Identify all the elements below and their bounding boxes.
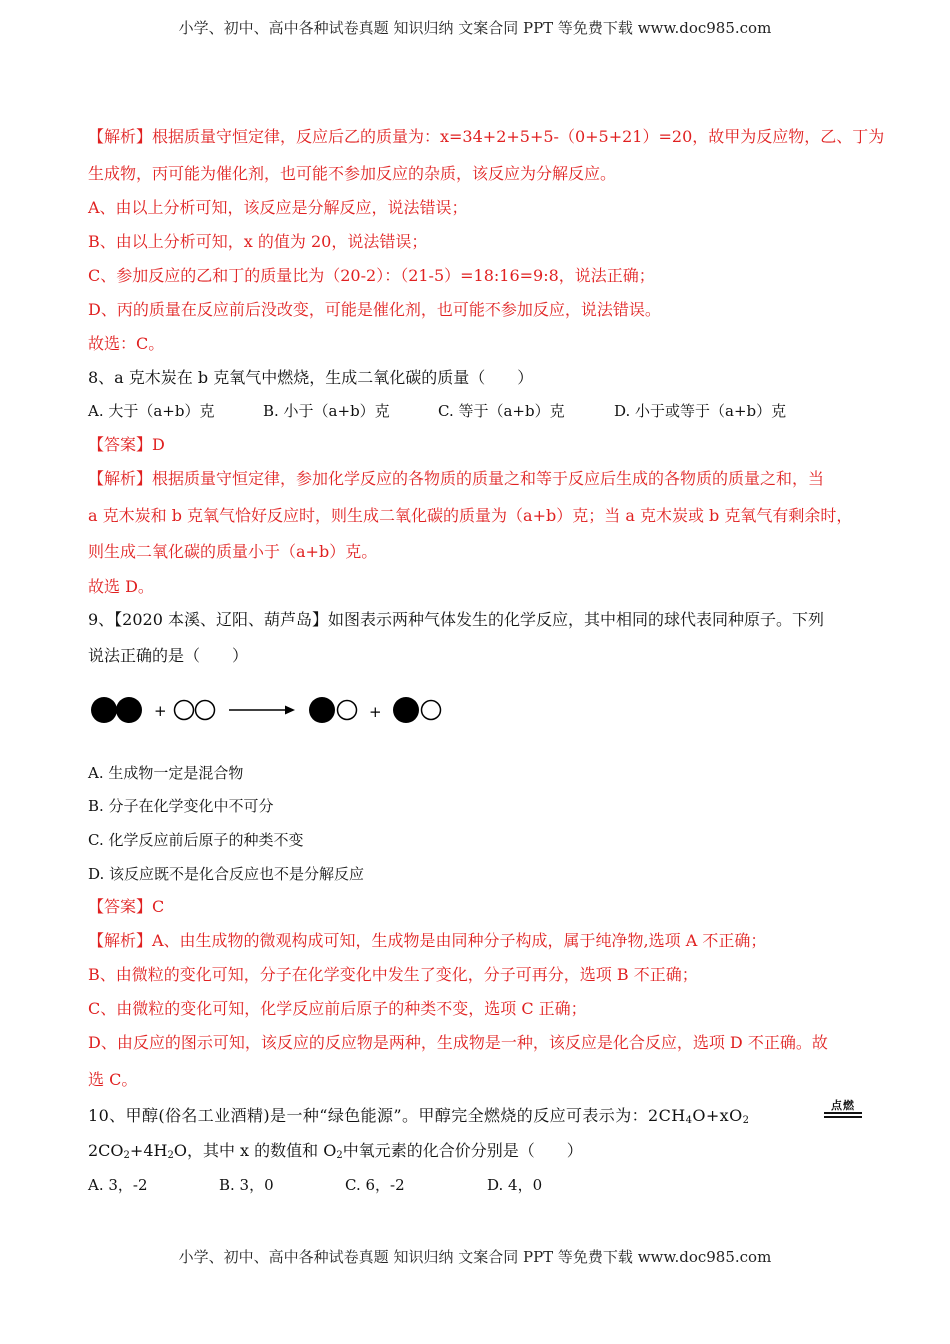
q10-stem-part: 10、甲醇(俗名工业酒精)是一种“绿色能源”。甲醇完全燃烧的反应可表示为：2CH xyxy=(88,1106,686,1125)
q9-answer: 【答案】C xyxy=(88,897,165,916)
q10-stem-line-2 xyxy=(88,1140,583,1167)
q10-option-a: A. 3，-2 xyxy=(88,1176,148,1194)
q10-subscript: 2 xyxy=(742,1115,750,1126)
q7-analysis-line-1: 【解析】根据质量守恒定律，反应后乙的质量为：x=34+2+5+5-（0+5+21）=20，故甲为反应物，乙、丁为 xyxy=(88,127,885,146)
q7-analysis-line-2: 生成物，丙可能为催化剂，也可能不参加反应的杂质，该反应为分解反应。 xyxy=(88,164,617,183)
q8-option-b: B. 小于（a+b）克 xyxy=(263,402,390,420)
page-footer: 小学、初中、高中各种试卷真题 知识归纳 文案合同 PPT 等免费下载 www.doc985.com xyxy=(178,1248,772,1266)
reaction-diagram xyxy=(88,690,468,730)
product-molecule-2 xyxy=(393,697,441,723)
q9-analysis-line-1: 【解析】A、由生成物的微观构成可知，生成物是由同种分子构成，属于纯净物,选项 A 不正确； xyxy=(88,931,767,950)
q10-stem-part: O，其中 x 的数值和 O xyxy=(173,1141,337,1160)
q7-option-c-analysis: C、参加反应的乙和丁的质量比为（20-2）：（21-5）=18:16=9:8，说法正确； xyxy=(88,266,655,285)
q8-answer: 【答案】D xyxy=(88,435,165,454)
q9-analysis-line-5: 选 C。 xyxy=(88,1070,138,1089)
q8-analysis-line-3: 则生成二氧化碳的质量小于（a+b）克。 xyxy=(88,542,378,561)
q10-subscript: 2 xyxy=(336,1150,343,1161)
q8-options xyxy=(88,400,786,422)
reactant-molecule-black xyxy=(91,697,142,723)
q8-analysis-line-2: a 克木炭和 b 克氧气恰好反应时，则生成二氧化碳的质量为（a+b）克；当 a 克木炭或 b 克氧气有剩余时， xyxy=(88,506,853,525)
q10-option-c: C. 6，-2 xyxy=(345,1176,405,1194)
q10-stem-part: +4H xyxy=(129,1141,168,1160)
q10-subscript: 2 xyxy=(123,1150,130,1161)
q9-analysis-line-2: B、由微粒的变化可知，分子在化学变化中发生了变化，分子可再分，选项 B 不正确； xyxy=(88,965,698,984)
ignite-label: 点燃 xyxy=(831,1099,855,1112)
q9-stem-line-1: 9、【2020 本溪、辽阳、葫芦岛】如图表示两种气体发生的化学反应，其中相同的球代表同种原子。下列 xyxy=(88,610,824,629)
q9-analysis-line-3: C、由微粒的变化可知，化学反应前后原子的种类不变，选项 C 正确； xyxy=(88,999,587,1018)
q9-stem-line-2: 说法正确的是（ ） xyxy=(88,646,249,665)
q10-stem-line-1 xyxy=(88,1105,749,1132)
q10-stem-part: O+xO xyxy=(692,1106,743,1125)
q8-final-choice: 故选 D。 xyxy=(88,577,154,596)
reaction-arrow xyxy=(229,706,295,715)
q7-option-a-analysis: A、由以上分析可知，该反应是分解反应，说法错误； xyxy=(88,198,468,217)
q9-option-c: C. 化学反应前后原子的种类不变 xyxy=(88,831,304,849)
q10-option-b: B. 3，0 xyxy=(219,1176,274,1194)
q9-analysis-line-4: D、由反应的图示可知，该反应的反应物是两种，生成物是一种，该反应是化合反应，选项 D 不正确。故 xyxy=(88,1033,828,1052)
q9-option-a: A. 生成物一定是混合物 xyxy=(88,764,244,782)
q9-option-d: D. 该反应既不是化合反应也不是分解反应 xyxy=(88,865,365,883)
equals-bar-bottom xyxy=(824,1116,862,1118)
product-molecule-1 xyxy=(309,697,357,723)
q9-option-b: B. 分子在化学变化中不可分 xyxy=(88,797,274,815)
q7-option-b-analysis: B、由以上分析可知，x 的值为 20，说法错误； xyxy=(88,232,428,251)
plus-sign-2: + xyxy=(369,703,382,721)
q8-option-a: A. 大于（a+b）克 xyxy=(88,402,215,420)
q8-stem: 8、a 克木炭在 b 克氧气中燃烧，生成二氧化碳的质量（ ） xyxy=(88,368,534,387)
q8-option-d: D. 小于或等于（a+b）克 xyxy=(614,402,787,420)
plus-sign-1: + xyxy=(154,702,167,720)
q10-stem-part: 2CO xyxy=(88,1141,124,1160)
q7-option-d-analysis: D、丙的质量在反应前后没改变，可能是催化剂，也可能不参加反应，说法错误。 xyxy=(88,300,661,319)
q10-stem-part: 中氧元素的化合价分别是（ ） xyxy=(342,1141,583,1160)
q8-analysis-line-1: 【解析】根据质量守恒定律，参加化学反应的各物质的质量之和等于反应后生成的各物质的质量之和，当 xyxy=(88,469,825,488)
reactant-molecule-white xyxy=(175,701,215,720)
page-header: 小学、初中、高中各种试卷真题 知识归纳 文案合同 PPT 等免费下载 www.doc985.com xyxy=(178,19,772,37)
equals-bar-top xyxy=(824,1112,862,1114)
q7-final-choice: 故选：C。 xyxy=(88,334,165,353)
q10-option-d: D. 4，0 xyxy=(487,1176,543,1194)
q8-option-c: C. 等于（a+b）克 xyxy=(438,402,565,420)
q10-subscript: 2 xyxy=(167,1150,174,1161)
q10-subscript: 4 xyxy=(685,1115,693,1126)
ignition-condition xyxy=(823,1097,863,1123)
q10-options xyxy=(88,1174,542,1196)
